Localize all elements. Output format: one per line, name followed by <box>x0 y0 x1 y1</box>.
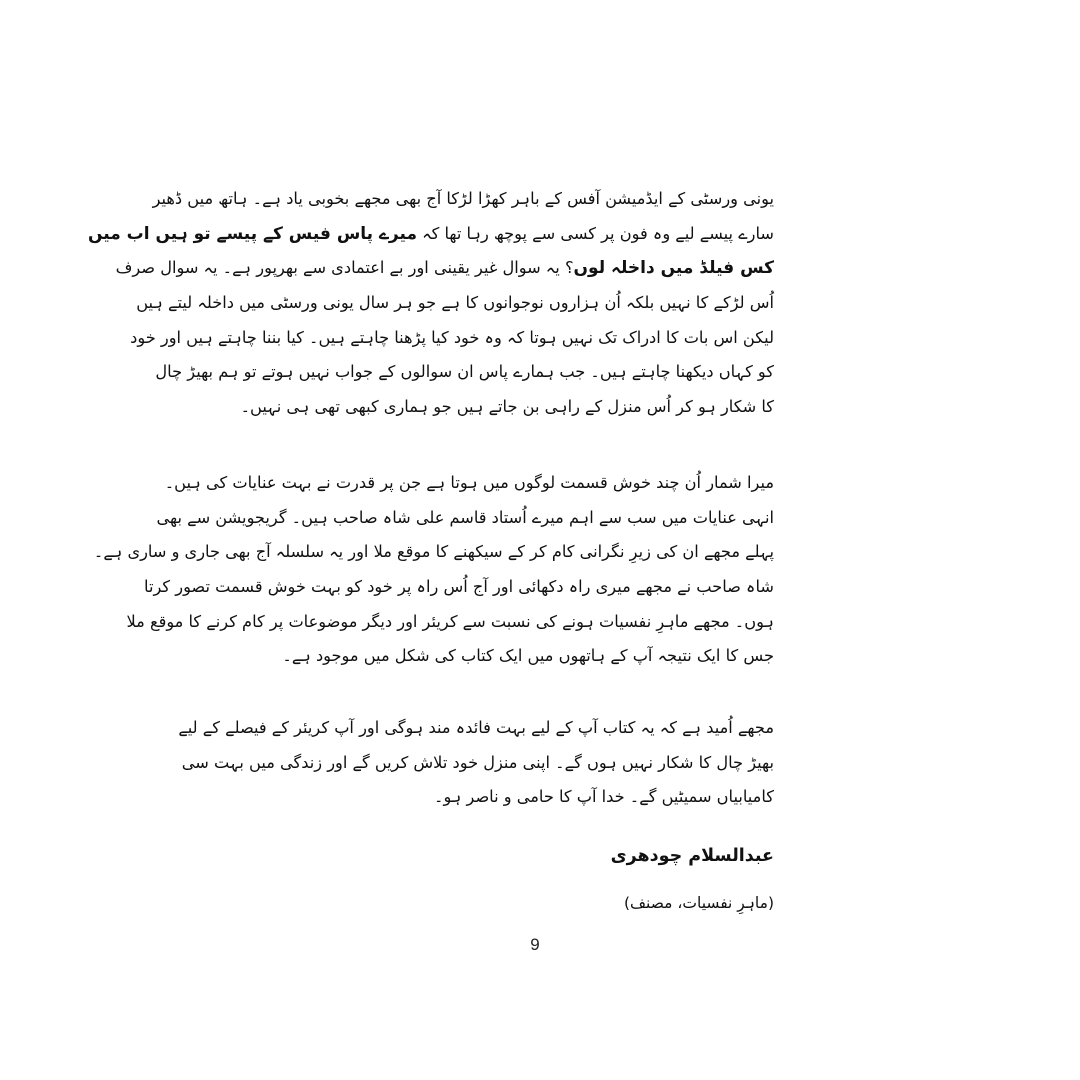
paragraph-line: شاہ صاحب نے مجھے میری راہ دکھائی اور آج اُس راہ پر خود کو بہت خوش قسمت تصور کرتا <box>144 577 774 597</box>
paragraph-line: پہلے مجھے ان کی زیرِ نگرانی کام کر کے سیکھنے کا موقع ملا اور یہ سلسلہ آج بھی جاری و ساری ہے۔ <box>93 542 774 562</box>
emphasized-text: میرے پاس فیس کے پیسے تو ہیں اب میں <box>87 223 417 244</box>
paragraph-line: مجھے اُمید ہے کہ یہ کتاب آپ کے لیے بہت فائدہ مند ہوگی اور آپ کریئر کے فیصلے کے لیے <box>178 718 774 737</box>
paragraph-line: ہوں۔ مجھے ماہرِ نفسیات ہونے کی نسبت سے کریئر اور دیگر موضوعات پر کام کرنے کا موقع ملا <box>126 611 774 631</box>
paragraph-3 <box>178 711 774 815</box>
paragraph-line: یونی ورسٹی کے ایڈمیشن آفس کے باہر کھڑا لڑکا آج بھی مجھے بخوبی یاد ہے۔ ہاتھ میں ڈھیر <box>152 189 774 208</box>
paragraph-line: انہی عنایات میں سب سے اہم میرے اُستاد قاسم علی شاہ صاحب ہیں۔ گریجویشن سے بھی <box>156 507 774 527</box>
paragraph-line <box>115 251 774 286</box>
paragraph-2 <box>93 466 774 674</box>
paragraph-line: اُس لڑکے کا نہیں بلکہ اُن ہزاروں نوجوانوں کا ہے جو ہر سال یونی ورسٹی میں داخلہ لیتے ہیں <box>136 293 774 313</box>
paragraph-line <box>87 217 774 252</box>
paragraph-line: کامیابیاں سمیٹیں گے۔ خدا آپ کا حامی و ناصر ہو۔ <box>434 787 774 807</box>
paragraph-line: کو کہاں دیکھنا چاہتے ہیں۔ جب ہمارے پاس ان سوالوں کے جواب نہیں ہوتے تو ہم بھیڑ چال <box>155 362 774 382</box>
emphasized-text: کس فیلڈ میں داخلہ لوں <box>573 258 774 279</box>
paragraph-line: بھیڑ چال کا شکار نہیں ہوں گے۔ اپنی منزل خود تلاش کریں گے اور زندگی میں بہت سی <box>181 752 774 772</box>
paragraph-line: میرا شمار اُن چند خوش قسمت لوگوں میں ہوتا ہے جن پر قدرت نے بہت عنایات کی ہیں۔ <box>164 473 774 492</box>
author-name: عبدالسلام چودھری <box>610 846 774 866</box>
paragraph-line: لیکن اس بات کا ادراک تک نہیں ہوتا کہ وہ خود کیا پڑھنا چاہتے ہیں۔ کیا بننا چاہتے ہیں اور خود <box>130 327 774 347</box>
line-text: ؟ یہ سوال غیر یقینی اور بے اعتمادی سے بھرپور ہے۔ یہ سوال صرف <box>115 258 574 278</box>
author-title: (ماہرِ نفسیات، مصنف) <box>623 894 774 912</box>
paragraph-1 <box>87 182 774 425</box>
page-number: 9 <box>530 935 540 954</box>
paragraph-line: کا شکار ہو کر اُس منزل کے راہی بن جاتے ہیں جو ہماری کبھی تھی ہی نہیں۔ <box>240 397 774 417</box>
paragraph-line: جس کا ایک نتیجہ آپ کے ہاتھوں میں ایک کتاب کی شکل میں موجود ہے۔ <box>282 646 774 666</box>
line-text: سارے پیسے لیے وہ فون پر کسی سے پوچھ رہا تھا کہ <box>422 223 774 243</box>
